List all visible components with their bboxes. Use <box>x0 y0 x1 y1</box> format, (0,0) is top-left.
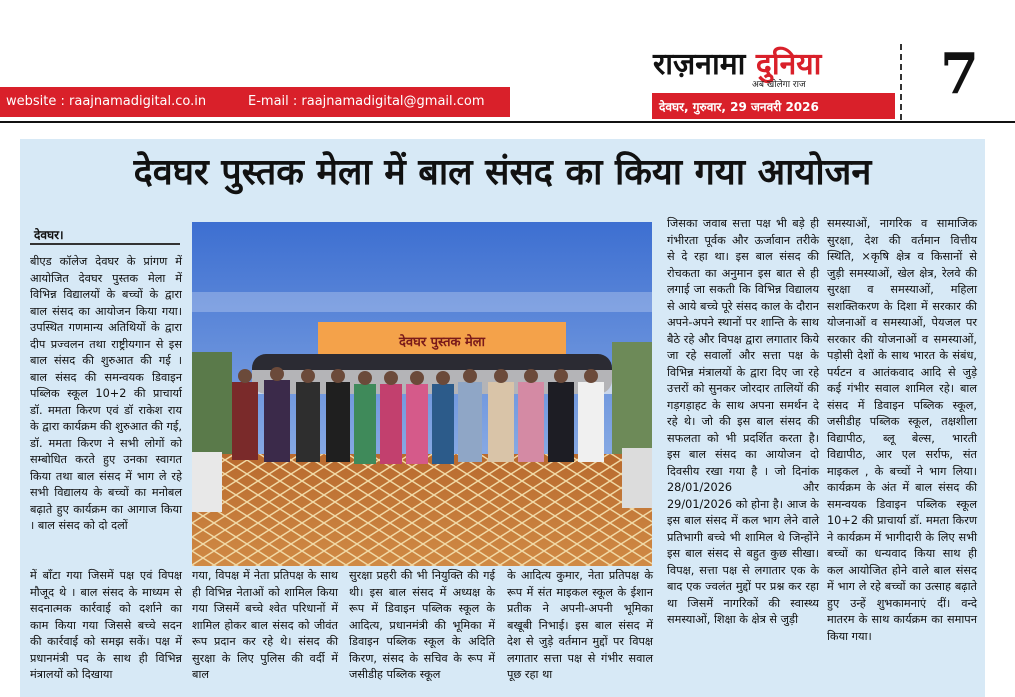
article-column-4: के आदित्य कुमार, नेता प्रतिपक्ष के रूप में संत माइकल स्कूल के ईशान प्रतीक ने अपनी-अपनी भूमिका बखूबी निभाई। इस बाल संसद में देश से जुड़े वर्तमान मुद्दों पर विपक्ष लगातार सत्ता पक्ष से गंभीर सवाल पूछ रहा था <box>507 569 653 681</box>
article-column-2: गया, विपक्ष में नेता प्रतिपक्ष के साथ ही विभिन्न नेताओं को शामिल किया गया जिसमें बच्चे श्वेत परिधानों में शामिल होकर बाल संसद को जीवंत रूप प्रदान कर रहे थे। संसद की सुरक्षा के लिए पुलिस की वर्दी में बाल <box>192 569 338 681</box>
article-place: देवघर। <box>34 228 64 242</box>
article-column-6: समस्याओं, नागरिक व सामाजिक सुरक्षा, देश की वर्तमान वित्तीय स्थिति, ×कृषि क्षेत्र व किसानों से जुड़ी समस्याओं, खेल क्षेत्र, रेलवे की सुरक्षा व समस्याओं, महिला सशक्तिकरण के दिशा में सरकार की योजनाओं व समस्याओं, पेयजल पर सरकार की योजनाओं व समस्याओं, पड़ोसी देशों के साथ भारत के संबंध, पर्यटन व आतंकवाद आदि से जुड़े कई गंभीर सवाल शामिल रहे। बाल संसद में डिवाइन पब्लिक स्कूल, जसीडीह पब्लिक स्कूल, तक्षशीला विद्यापीठ, ब्लू बेल्स, भारती विद्यापीठ, आर एल सर्राफ, संत माइकल , के बच्चों ने भाग लिया। कार्यक्रम के अंत में बाल संसद की समन्वयक डिवाइन पब्लिक स्कूल 10+2 की प्राचार्या डॉ. ममता किरण ने कार्यक्रम में भागीदारी के लिए सभी बच्चों का धन्यवाद किया साथ ही कल आयोजित होने वाले बाल संसद में भाग ले रहे बच्चों का उत्साह बढ़ाते हुए उन्हें शुभकामनाएं दीं। वन्दे मातरम के साथ कार्यक्रम का समापन किया गया। <box>827 217 977 643</box>
group-photo <box>192 222 652 566</box>
article-column-3: सुरक्षा प्रहरी की भी नियुक्ति की गई थी। इस बाल संसद में अध्यक्ष के रूप में डिवाइन पब्लिक स्कूल के आदित्य, प्रधानमंत्री की भूमिका में डिवाइन पब्लिक स्कूल के अदिति किरण, संसद के सचिव के रूप में जसीडीह पब्लिक स्कूल <box>349 569 495 681</box>
logo-accent: दुनिया <box>755 47 822 82</box>
masthead-rule <box>0 121 1015 123</box>
article-column-5: जिसका जवाब सत्ता पक्ष भी बड़े ही गंभीरता पूर्वक और ऊर्जावान तरीके से दे रहा था। इस बाल संसद की रोचकता का अनुमान इस बात से ही लगाई जा सकती कि विभिन्न विद्यालय से आये बच्चे पूरे संसद काल के दौरान अपने-अपने स्थानों पर शान्ति के साथ बैठे रहे और विपक्ष द्वारा लगातार किये जा रहे सवालों और सत्ता पक्ष के विभिन्न मंत्रालयों के द्वारा दिए जा रहे उत्तरों को सुनकर जोरदार तालियों की गड़गड़ाहट के साथ अपना समर्थन दे रहे थे। जो की इस बाल संसद की सफलता को भी प्रदर्शित करता है। इस बाल संसद का आयोजन दो दिवसीय रखा गया है । जो दिनांक 28/01/2026 और 29/01/2026 को होना है। आज के इस बाल संसद में कल भाग लेने वाले प्रतिभागी बच्चे भी शामिल थे जिन्होंने इस बाल संसद से बहुत कुछ सीखा। विपक्ष, सत्ता पक्ष से लगातार एक के बाद एक ज्वलंत मुद्दों पर प्रश्न कर रहा था जिसमें नागरिकों की स्वास्थ्य समस्याओं, शिक्षा के क्षेत्र से जुड़ी <box>667 217 819 626</box>
page-number: 7 <box>940 41 979 107</box>
place-underline <box>30 243 180 245</box>
logo-tagline: अब खोलेगा राज <box>752 80 806 90</box>
email-text[interactable]: E-mail : raajnamadigital@gmail.com <box>248 94 485 109</box>
website-text[interactable]: website : raajnamadigital.co.in <box>6 94 207 109</box>
logo-main: राज़नामा <box>653 47 746 82</box>
article-column-1: बीएड कॉलेज देवघर के प्रांगण में आयोजित देवघर पुस्तक मेला में विभिन्न विद्यालयों के बच्चों के द्वारा बाल संसद का आयोजन किया गया। उपस्थित गणमान्य अतिथियों के द्वारा दीप प्रज्वलन तथा राष्ट्रीयगान से इस बाल संसद की शुरुआत की गई । बाल संसद की समन्वयक डिवाइन पब्लिक स्कूल 10+2 की प्राचार्या डॉ. ममता किरण एवं डॉ राकेश राय के द्वारा कार्यक्रम की शुरुआत की गई, डॉ. ममता किरण ने सभी लोगों को सम्बोधित करते हुए उनका स्वागत किया तथा बाल संसद में भाग ले रहे सभी विद्यालय के बच्चों का मनोबल बढ़ाते हुए कार्यक्रम का आगाज किया । बाल संसद को दो दलों <box>30 255 182 532</box>
article-headline: देवघर पुस्तक मेला में बाल संसद का किया गया आयोजन <box>133 151 872 193</box>
contact-bar <box>0 87 510 117</box>
article-column-1b: में बाँटा गया जिसमें पक्ष एवं विपक्ष मौजूद थे । बाल संसद के माध्यम से सदनात्मक कार्रवाई को दर्शाने का काम किया गया जिससे बच्चे सदन की कार्रवाई को समझ सकें। पक्ष में प्रधानमंत्री पद के साथ ही विभिन्न मंत्रालयों को दिखाया <box>30 569 182 681</box>
crowd-front-row <box>232 380 604 464</box>
issue-date: देवघर, गुरुवार, 29 जनवरी 2026 <box>659 100 819 114</box>
banner-label: देवघर पुस्तक मेला <box>399 335 485 350</box>
masthead-divider <box>900 44 902 120</box>
dateline-bar <box>652 93 895 119</box>
